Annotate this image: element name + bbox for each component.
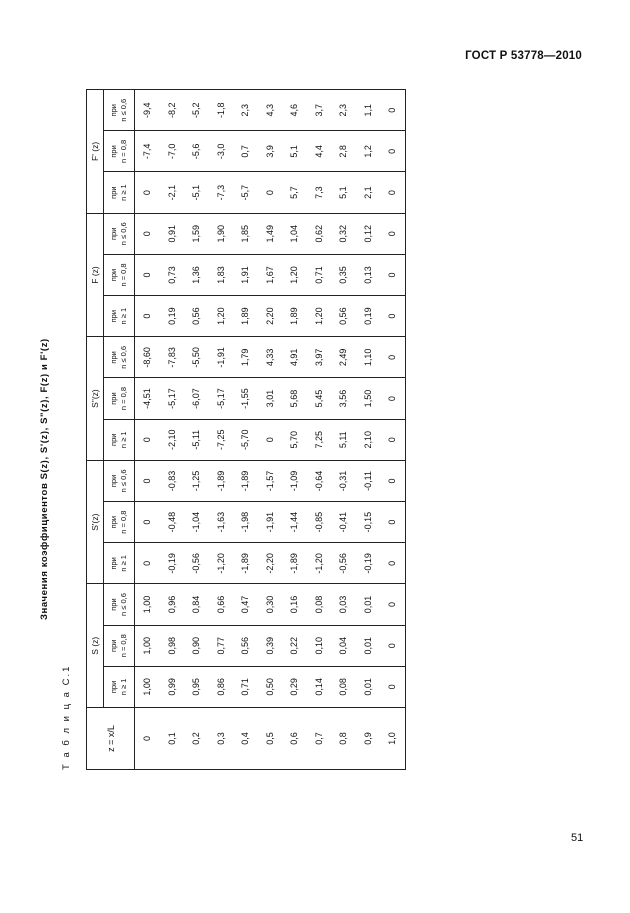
subheader-label: при <box>109 186 118 199</box>
coefficient-cell: 1,79 <box>233 337 258 378</box>
subheader-cell <box>104 378 135 419</box>
subheader-label: при <box>109 557 118 570</box>
subheader-cell <box>104 254 135 295</box>
coefficient-cell: 0,56 <box>233 625 258 666</box>
coefficient-cell: 4,4 <box>307 131 332 172</box>
coefficient-cell: -5,11 <box>184 419 209 460</box>
coefficient-cell: 0 <box>258 172 283 213</box>
subheader-cell <box>104 90 135 131</box>
coefficient-cell: 0,03 <box>331 584 356 625</box>
subheader-label: при <box>109 474 118 488</box>
subheader-label: при <box>109 515 118 529</box>
coefficient-cell: -1,63 <box>209 502 234 543</box>
coefficient-cell: -1,44 <box>282 502 307 543</box>
coefficient-cell: 3,01 <box>258 378 283 419</box>
subheader-cell <box>104 543 135 584</box>
coefficient-cell: 0 <box>135 543 160 584</box>
z-value-cell: 0,3 <box>209 708 234 770</box>
group-header: F (z) <box>87 213 104 337</box>
coefficient-cell: 1,85 <box>233 213 258 254</box>
coefficient-cell: -5,70 <box>233 419 258 460</box>
coefficient-cell: 4,6 <box>282 90 307 131</box>
coefficient-cell: 0,91 <box>160 213 185 254</box>
subheader-condition: n ≤ 0,6 <box>119 222 128 246</box>
coefficient-cell: 0,12 <box>356 213 381 254</box>
coefficient-cell: 1,20 <box>282 254 307 295</box>
coefficient-cell: -1,98 <box>233 502 258 543</box>
coefficient-cell: -0,85 <box>307 502 332 543</box>
coefficient-cell: 0 <box>380 419 405 460</box>
coefficient-cell: 0,19 <box>160 296 185 337</box>
page-number: 51 <box>571 832 584 844</box>
coefficient-cell: -4,51 <box>135 378 160 419</box>
coefficient-cell: 0,71 <box>307 254 332 295</box>
subheader-condition: n ≤ 0,6 <box>119 345 128 369</box>
coefficient-cell: 0,77 <box>209 625 234 666</box>
subheader-cell <box>104 625 135 666</box>
coefficient-cell: 4,3 <box>258 90 283 131</box>
coefficient-cell: 0,99 <box>160 666 185 707</box>
coefficient-cell: 2,20 <box>258 296 283 337</box>
rotated-table-block <box>39 90 424 770</box>
coefficient-cell: 1,00 <box>135 666 160 707</box>
z-value-cell: 0,9 <box>356 708 381 770</box>
coefficient-cell: 2,8 <box>331 131 356 172</box>
coefficient-cell: 0,95 <box>184 666 209 707</box>
coefficient-cell: 0,35 <box>331 254 356 295</box>
coefficient-cell: 0,13 <box>356 254 381 295</box>
coefficient-cell: 0 <box>380 296 405 337</box>
z-value-cell: 0 <box>135 708 160 770</box>
coefficient-cell: 0 <box>135 172 160 213</box>
table-row <box>282 90 307 770</box>
coefficient-cell: 1,59 <box>184 213 209 254</box>
table-row <box>356 90 381 770</box>
coefficient-cell: -5,2 <box>184 90 209 131</box>
subheader-label: при <box>109 392 118 405</box>
subheader-cell <box>104 337 135 378</box>
coefficient-cell: -5,7 <box>233 172 258 213</box>
subheader-row <box>104 90 135 770</box>
coefficient-cell: 2,3 <box>233 90 258 131</box>
subheader-cell <box>104 460 135 501</box>
coefficient-cell: -7,83 <box>160 337 185 378</box>
coefficient-cell: 1,89 <box>282 296 307 337</box>
coefficient-cell: 0,56 <box>331 296 356 337</box>
coefficient-cell: 0,73 <box>160 254 185 295</box>
subheader-cell <box>104 131 135 172</box>
coefficient-cell: 3,7 <box>307 90 332 131</box>
coefficient-cell: 0,04 <box>331 625 356 666</box>
table-title: Значения коэффициентов S(z), S'(z), S"(z), F(z) и F'(z) <box>39 338 50 620</box>
coefficient-cell: 0 <box>380 213 405 254</box>
coefficient-cell: -0,41 <box>331 502 356 543</box>
coefficient-cell: 2,1 <box>356 172 381 213</box>
coefficient-cell: 1,1 <box>356 90 381 131</box>
coefficient-cell: 0 <box>135 296 160 337</box>
table-caption: Т а б л и ц а С.1 <box>61 664 72 770</box>
coefficient-cell: 0,19 <box>356 296 381 337</box>
z-value-cell: 0,2 <box>184 708 209 770</box>
coefficient-cell: -8,60 <box>135 337 160 378</box>
group-header: F' (z) <box>87 90 104 214</box>
coefficient-cell: -5,1 <box>184 172 209 213</box>
coefficient-cell: 5,45 <box>307 378 332 419</box>
coefficient-cell: 0 <box>380 584 405 625</box>
coefficient-cell: 0,32 <box>331 213 356 254</box>
coefficient-cell: 1,00 <box>135 625 160 666</box>
coefficient-cell: 1,20 <box>209 296 234 337</box>
coefficient-cell: 0 <box>380 543 405 584</box>
table-body <box>135 90 406 770</box>
coefficient-cell: 0 <box>135 213 160 254</box>
coefficient-cell: 1,04 <box>282 213 307 254</box>
coefficient-cell: 4,91 <box>282 337 307 378</box>
subheader-condition: n ≥ 1 <box>119 555 128 572</box>
coefficient-cell: -1,91 <box>258 502 283 543</box>
coefficient-cell: 4,33 <box>258 337 283 378</box>
coefficient-cell: -1,04 <box>184 502 209 543</box>
coefficient-cell: 1,10 <box>356 337 381 378</box>
coefficient-cell: 0 <box>135 460 160 501</box>
coefficient-cell: -5,17 <box>209 378 234 419</box>
coefficient-cell: -1,89 <box>209 460 234 501</box>
coefficient-cell: -5,6 <box>184 131 209 172</box>
coefficient-cell: 0,47 <box>233 584 258 625</box>
coefficient-cell: 0,7 <box>233 131 258 172</box>
coefficient-cell: 0 <box>380 337 405 378</box>
coefficient-cell: -0,31 <box>331 460 356 501</box>
coefficient-cell: 1,49 <box>258 213 283 254</box>
coefficient-cell: -0,56 <box>184 543 209 584</box>
z-value-cell: 1,0 <box>380 708 405 770</box>
coefficient-cell: 0,29 <box>282 666 307 707</box>
subheader-label: при <box>109 639 118 652</box>
coefficient-cell: -7,3 <box>209 172 234 213</box>
coefficient-cell: 0,71 <box>233 666 258 707</box>
coefficient-cell: -1,55 <box>233 378 258 419</box>
coefficient-cell: 1,00 <box>135 584 160 625</box>
subheader-label: при <box>109 227 118 240</box>
subheader-condition: n ≤ 0,6 <box>119 593 128 616</box>
subheader-cell <box>104 419 135 460</box>
subheader-condition: n ≥ 1 <box>119 307 128 325</box>
coefficient-cell: 5,1 <box>282 131 307 172</box>
subheader-cell <box>104 502 135 543</box>
coefficient-cell: -1,8 <box>209 90 234 131</box>
subheader-condition: n ≥ 1 <box>119 184 128 201</box>
coefficient-cell: 0,08 <box>331 666 356 707</box>
coefficient-cell: 5,70 <box>282 419 307 460</box>
coefficient-cell: 0 <box>135 254 160 295</box>
coefficient-cell: -2,10 <box>160 419 185 460</box>
coefficient-cell: 0 <box>380 666 405 707</box>
coefficient-cell: -7,25 <box>209 419 234 460</box>
coefficient-cell: -0,83 <box>160 460 185 501</box>
subheader-condition: n = 0,8 <box>119 139 128 163</box>
coefficient-cell: -0,19 <box>160 543 185 584</box>
subheader-label: при <box>109 351 118 364</box>
subheader-condition: n ≤ 0,6 <box>119 469 128 493</box>
coefficient-cell: 0,62 <box>307 213 332 254</box>
coefficient-cell: 2,10 <box>356 419 381 460</box>
coefficient-cell: 0,01 <box>356 625 381 666</box>
table-row <box>160 90 185 770</box>
z-value-cell: 0,4 <box>233 708 258 770</box>
coefficient-cell: 1,50 <box>356 378 381 419</box>
coefficient-cell: -2,1 <box>160 172 185 213</box>
coefficient-cell: -0,64 <box>307 460 332 501</box>
coefficient-cell: 0,08 <box>307 584 332 625</box>
subheader-condition: n ≥ 1 <box>119 431 128 449</box>
coefficient-cell: 0,16 <box>282 584 307 625</box>
subheader-label: при <box>109 598 118 611</box>
coefficient-cell: 0 <box>135 502 160 543</box>
z-value-cell: 0,6 <box>282 708 307 770</box>
subheader-cell <box>104 666 135 707</box>
coefficient-cell: 0 <box>380 90 405 131</box>
coefficient-cell: -0,11 <box>356 460 381 501</box>
coefficient-cell: 0,50 <box>258 666 283 707</box>
subheader-label: при <box>109 268 118 282</box>
coefficient-cell: 0,90 <box>184 625 209 666</box>
coefficient-cell: 0,39 <box>258 625 283 666</box>
table-row <box>331 90 356 770</box>
coefficient-cell: -1,57 <box>258 460 283 501</box>
coefficient-cell: 0,30 <box>258 584 283 625</box>
coefficient-cell: -0,48 <box>160 502 185 543</box>
coefficient-cell: 0 <box>380 460 405 501</box>
coefficient-cell: -7,0 <box>160 131 185 172</box>
standard-header: ГОСТ Р 53778—2010 <box>465 50 582 62</box>
coefficient-cell: 2,49 <box>331 337 356 378</box>
subheader-cell <box>104 172 135 213</box>
coefficient-cell: 0 <box>380 172 405 213</box>
coefficient-cell: 0 <box>380 131 405 172</box>
coefficient-cell: -6,07 <box>184 378 209 419</box>
coefficient-cell: -5,17 <box>160 378 185 419</box>
coefficient-cell: -1,91 <box>209 337 234 378</box>
coefficient-cell: 0 <box>380 502 405 543</box>
coefficient-cell: 7,3 <box>307 172 332 213</box>
coefficient-cell: 5,1 <box>331 172 356 213</box>
subheader-label: при <box>109 433 118 446</box>
coefficient-cell: 1,36 <box>184 254 209 295</box>
coefficient-cell: -1,89 <box>282 543 307 584</box>
subheader-cell <box>104 584 135 625</box>
coefficient-cell: 0 <box>380 625 405 666</box>
subheader-label: при <box>109 104 118 117</box>
coefficient-cell: 2,3 <box>331 90 356 131</box>
z-value-cell: 0,1 <box>160 708 185 770</box>
coefficient-cell: 0,10 <box>307 625 332 666</box>
z-value-cell: 0,5 <box>258 708 283 770</box>
table-row <box>380 90 405 770</box>
subheader-cell <box>104 213 135 254</box>
coefficient-cell: 5,7 <box>282 172 307 213</box>
coefficient-cell: 0 <box>380 254 405 295</box>
coefficient-cell: 1,2 <box>356 131 381 172</box>
coefficient-cell: 1,91 <box>233 254 258 295</box>
coefficient-cell: 3,97 <box>307 337 332 378</box>
subheader-condition: n ≥ 1 <box>119 678 128 696</box>
coefficient-cell: 0 <box>380 378 405 419</box>
coefficient-cell: -2,20 <box>258 543 283 584</box>
coefficient-cell: 0,66 <box>209 584 234 625</box>
coefficient-cell: -5,50 <box>184 337 209 378</box>
coefficient-cell: -9,4 <box>135 90 160 131</box>
coefficient-cell: -1,20 <box>307 543 332 584</box>
coefficient-cell: 1,67 <box>258 254 283 295</box>
subheader-condition: n = 0,8 <box>119 634 128 658</box>
subheader-condition: n = 0,8 <box>119 263 128 287</box>
subheader-label: при <box>109 680 118 694</box>
coefficient-cell: 0,22 <box>282 625 307 666</box>
table-row <box>258 90 283 770</box>
coefficient-cell: -1,09 <box>282 460 307 501</box>
coefficient-cell: 0,56 <box>184 296 209 337</box>
coefficient-cell: 5,68 <box>282 378 307 419</box>
table-row <box>184 90 209 770</box>
group-header: S'(z) <box>87 460 104 584</box>
coefficient-cell: 5,11 <box>331 419 356 460</box>
coefficient-cell: -1,25 <box>184 460 209 501</box>
coefficient-cell: 7,25 <box>307 419 332 460</box>
coefficient-cell: 0,98 <box>160 625 185 666</box>
z-value-cell: 0,8 <box>331 708 356 770</box>
coefficient-cell: 3,56 <box>331 378 356 419</box>
coefficient-cell: 0 <box>135 419 160 460</box>
table-row <box>135 90 160 770</box>
table-row <box>233 90 258 770</box>
coefficient-cell: 0,01 <box>356 666 381 707</box>
coefficient-cell: -0,19 <box>356 543 381 584</box>
table-row <box>209 90 234 770</box>
coefficient-cell: -1,20 <box>209 543 234 584</box>
subheader-label: при <box>109 309 118 323</box>
subheader-condition: n ≤ 0,6 <box>119 98 128 122</box>
z-value-cell: 0,7 <box>307 708 332 770</box>
coefficient-cell: 0,84 <box>184 584 209 625</box>
subheader-condition: n = 0,8 <box>119 510 128 534</box>
coefficient-cell: 0,86 <box>209 666 234 707</box>
z-column-header: z = x/L <box>87 708 135 770</box>
coefficient-cell: 3,9 <box>258 131 283 172</box>
subheader-cell <box>104 296 135 337</box>
subheader-label: при <box>109 145 118 158</box>
coefficient-cell: 1,83 <box>209 254 234 295</box>
coefficient-cell: -0,15 <box>356 502 381 543</box>
coefficient-cell: 0,01 <box>356 584 381 625</box>
coefficient-cell: 1,20 <box>307 296 332 337</box>
group-header: S (z) <box>87 584 104 708</box>
coefficient-cell: -0,56 <box>331 543 356 584</box>
coefficient-cell: -3,0 <box>209 131 234 172</box>
coefficient-cell: 1,90 <box>209 213 234 254</box>
coefficient-cell: -1,89 <box>233 460 258 501</box>
coefficient-cell: 0,96 <box>160 584 185 625</box>
group-header-row <box>87 90 104 770</box>
subheader-condition: n = 0,8 <box>119 386 128 411</box>
coefficient-cell: 0 <box>258 419 283 460</box>
coefficient-cell: -1,89 <box>233 543 258 584</box>
table-row <box>307 90 332 770</box>
group-header: S"(z) <box>87 337 104 461</box>
coefficient-cell: -8,2 <box>160 90 185 131</box>
coefficient-cell: 1,89 <box>233 296 258 337</box>
coefficients-table <box>86 89 406 770</box>
coefficient-cell: -7,4 <box>135 131 160 172</box>
coefficient-cell: 0,14 <box>307 666 332 707</box>
